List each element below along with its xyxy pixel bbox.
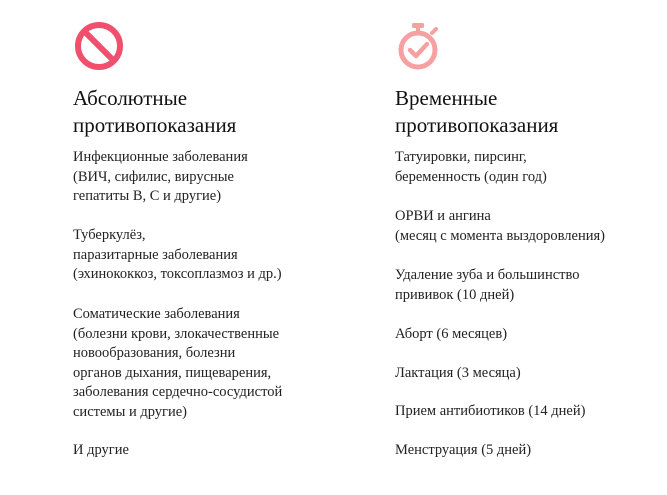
- temporary-item-antibiotics: Прием антибиотиков (14 дней): [395, 403, 586, 419]
- temporary-item-abortion: Аборт (6 месяцев): [395, 326, 508, 342]
- absolute-item-infections: Инфекционные заболевания (ВИЧ, сифилис, вирусные гепатиты B, C и другие): [73, 149, 248, 204]
- temporary-contraindications-heading: Временные противопоказания: [395, 86, 559, 137]
- stopwatch-check-icon: [392, 20, 444, 72]
- temporary-item-lactation: Лактация (3 месяца): [395, 365, 521, 381]
- temporary-item-menstruation: Менструация (5 дней): [395, 442, 532, 458]
- absolute-item-tuberculosis: Туберкулёз, паразитарные заболевания (эхинококкоз, токсоплазмоз и др.): [73, 227, 282, 282]
- temporary-item-flu: ОРВИ и ангина (месяц с момента выздоровления): [395, 208, 605, 244]
- absolute-item-others: И другие: [73, 442, 129, 458]
- temporary-item-tooth: Удаление зуба и большинство прививок (10 дней): [395, 267, 580, 303]
- absolute-item-somatic: Соматические заболевания (болезни крови, злокачественные новообразования, болезни органов дыхания, пищеварения, заболевания сердечно-сосудистой системы и другие): [73, 306, 283, 420]
- absolute-contraindications-heading: Абсолютные противопоказания: [73, 86, 237, 137]
- temporary-item-tattoo: Татуировки, пирсинг, беременность (один год): [395, 149, 547, 185]
- prohibited-icon: [73, 20, 125, 72]
